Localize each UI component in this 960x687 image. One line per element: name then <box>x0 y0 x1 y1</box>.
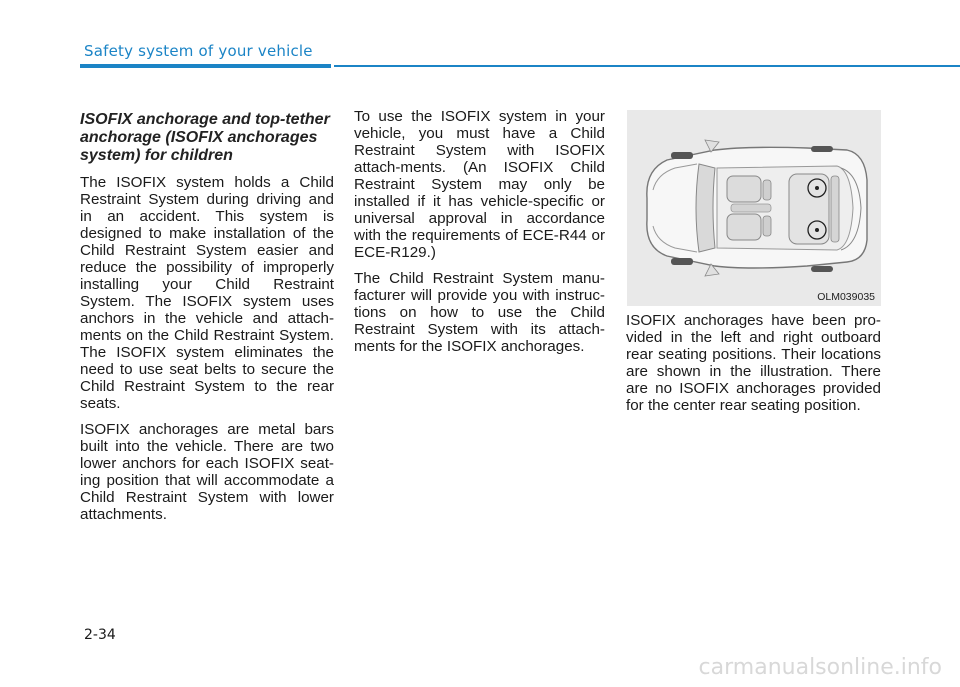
paragraph: To use the ISOFIX system in your vehicle, you must have a Child Restraint System with ISOFIX attach-ments. (An ISOFIX Child Restraint System may only be installed if it has vehicle-specific or universal approval in accordance with the requirements of ECE-R44 or ECE-R129.) <box>354 108 605 261</box>
vehicle-illustration <box>627 110 881 306</box>
paragraph: The ISOFIX system holds a Child Restraint System during driving and in an accident. This system is designed to make installation of the Child Restraint System easier and reduce the possibility of improperly installing your Child Restraint System. The ISOFIX system uses anchors in the vehicle and attach-ments on the Child Restraint System. The ISOFIX system eliminates the need to use seat belts to secure the Child Restraint System to the rear seats. <box>80 174 334 412</box>
header-rule-thick <box>80 64 331 68</box>
page-number: 2-34 <box>84 627 116 643</box>
section-heading: ISOFIX anchorage and top-tether anchorage (ISOFIX anchorages system) for children <box>80 111 330 164</box>
header-rule-thin <box>334 65 960 67</box>
figure-code: OLM039035 <box>817 291 875 303</box>
paragraph: ISOFIX anchorages have been pro-vided in the left and right outboard rear seating positions. Their locations are shown in the illustration. There are no ISOFIX anchorages provided for the center rear seating position. <box>626 312 881 414</box>
paragraph: The Child Restraint System manu-facturer will provide you with instruc-tions on how to use the Child Restraint System with its attach-ments for the ISOFIX anchorages. <box>354 270 605 355</box>
paragraph: ISOFIX anchorages are metal bars built into the vehicle. There are two lower anchors for each ISOFIX seat-ing position that will accommodate a Child Restraint System with lower attachments. <box>80 421 334 523</box>
page-header-title: Safety system of your vehicle <box>84 42 313 60</box>
text-column-left <box>80 111 334 532</box>
watermark: carmanualsonline.info <box>698 655 942 680</box>
text-column-middle <box>354 108 605 364</box>
car-top-view-illustration <box>627 110 881 306</box>
text-column-right <box>626 312 881 423</box>
